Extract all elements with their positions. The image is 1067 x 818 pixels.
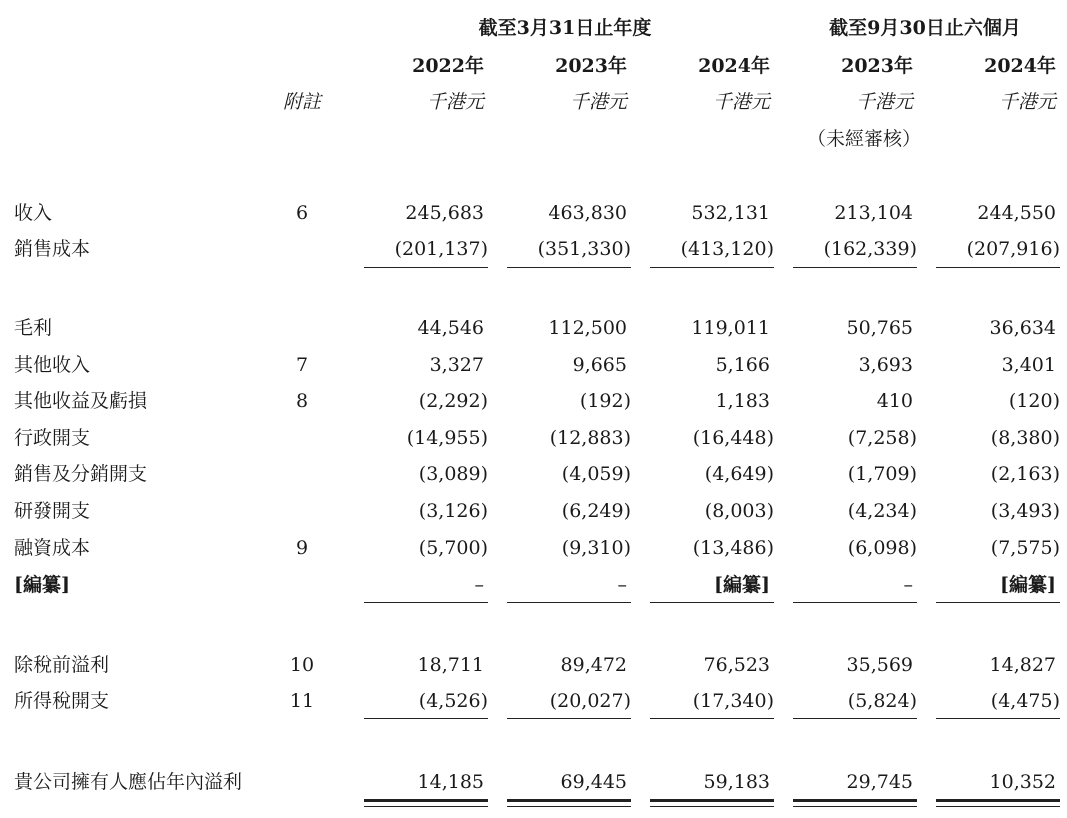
row-label-selling-distribution: 銷售及分銷開支 <box>14 463 148 485</box>
table-cell: 14,827 <box>989 654 1056 676</box>
total-rule-thin <box>936 806 1060 807</box>
table-cell: 89,472 <box>560 654 627 676</box>
table-cell: 213,104 <box>834 202 913 224</box>
row-label-other-gains-losses: 其他收益及虧損 <box>14 390 148 412</box>
table-cell: (162,339) <box>823 238 917 260</box>
table-cell: 9,665 <box>572 354 627 376</box>
table-cell: – <box>474 574 484 596</box>
table-cell: (4,234) <box>847 500 917 522</box>
table-cell: (5,824) <box>847 690 917 712</box>
row-label-profit-attributable: 貴公司擁有人應佔年內溢利 <box>14 771 243 793</box>
table-cell: (5,700) <box>418 537 488 559</box>
subtotal-rule <box>364 267 488 268</box>
table-cell: 112,500 <box>548 317 627 339</box>
table-cell: (6,098) <box>847 537 917 559</box>
table-cell: 3,401 <box>1001 354 1056 376</box>
table-cell: (3,493) <box>990 500 1060 522</box>
table-cell: (20,027) <box>549 690 631 712</box>
table-cell: (14,955) <box>406 427 488 449</box>
table-cell: (192) <box>579 390 631 412</box>
row-note-other-income: 7 <box>295 354 309 376</box>
total-rule-thin <box>364 806 488 807</box>
table-cell: 463,830 <box>548 202 627 224</box>
table-cell: (8,003) <box>704 500 774 522</box>
row-label-profit-before-tax: 除稅前溢利 <box>14 654 110 676</box>
table-cell: 3,693 <box>858 354 913 376</box>
year-header-4: 2023年 <box>841 55 913 77</box>
table-cell: (4,475) <box>990 690 1060 712</box>
total-rule-thick <box>793 799 917 802</box>
table-cell: 18,711 <box>417 654 484 676</box>
total-rule-thin <box>507 806 631 807</box>
table-cell: (1,709) <box>847 463 917 485</box>
table-cell: 29,745 <box>846 771 913 793</box>
subtotal-rule <box>507 718 631 719</box>
subtotal-rule <box>650 602 774 603</box>
table-cell: [編纂] <box>1000 574 1056 596</box>
total-rule-thick <box>650 799 774 802</box>
table-cell: – <box>903 574 913 596</box>
table-cell: (17,340) <box>692 690 774 712</box>
table-cell: – <box>617 574 627 596</box>
table-cell: 1,183 <box>715 390 770 412</box>
total-rule-thick <box>936 799 1060 802</box>
unit-header-2: 千港元 <box>569 91 627 113</box>
subtotal-rule <box>650 267 774 268</box>
subtotal-rule <box>507 267 631 268</box>
table-cell: (9,310) <box>561 537 631 559</box>
subtotal-rule <box>936 718 1060 719</box>
table-cell: (7,258) <box>847 427 917 449</box>
table-cell: (2,292) <box>418 390 488 412</box>
table-cell: (201,137) <box>394 238 488 260</box>
table-cell: 59,183 <box>703 771 770 793</box>
table-cell: 532,131 <box>691 202 770 224</box>
table-cell: (4,526) <box>418 690 488 712</box>
table-cell: (4,059) <box>561 463 631 485</box>
year-header-2: 2023年 <box>555 55 627 77</box>
row-note-other-gains-losses: 8 <box>295 390 309 412</box>
table-cell: 245,683 <box>405 202 484 224</box>
table-cell: (12,883) <box>549 427 631 449</box>
subtotal-rule <box>650 718 774 719</box>
table-cell: 3,327 <box>429 354 484 376</box>
subtotal-rule <box>364 718 488 719</box>
unit-header-5: 千港元 <box>998 91 1056 113</box>
total-rule-thick <box>364 799 488 802</box>
note-column-header: 附註 <box>282 91 321 113</box>
row-label-redacted: [編纂] <box>14 574 70 596</box>
table-cell: 410 <box>876 390 913 412</box>
unit-header-4: 千港元 <box>855 91 913 113</box>
unit-header-3: 千港元 <box>712 91 770 113</box>
table-cell: [編纂] <box>714 574 770 596</box>
total-rule-thin <box>793 806 917 807</box>
table-cell: (2,163) <box>990 463 1060 485</box>
year-header-3: 2024年 <box>698 55 770 77</box>
table-cell: (3,089) <box>418 463 488 485</box>
row-label-other-income: 其他收入 <box>14 354 91 376</box>
row-label-income-tax: 所得稅開支 <box>14 690 110 712</box>
row-label-finance-costs: 融資成本 <box>14 537 91 559</box>
subtotal-rule <box>936 267 1060 268</box>
subtotal-rule <box>793 602 917 603</box>
table-cell: (4,649) <box>704 463 774 485</box>
table-cell: 44,546 <box>417 317 484 339</box>
table-cell: (8,380) <box>990 427 1060 449</box>
row-label-cost-of-sales: 銷售成本 <box>14 238 91 260</box>
row-note-income-tax: 11 <box>289 690 315 712</box>
row-note-finance-costs: 9 <box>295 537 309 559</box>
row-label-admin-expenses: 行政開支 <box>14 427 91 449</box>
table-cell: 14,185 <box>417 771 484 793</box>
table-cell: 36,634 <box>989 317 1056 339</box>
table-cell: (6,249) <box>561 500 631 522</box>
subtotal-rule <box>507 602 631 603</box>
table-cell: 69,445 <box>560 771 627 793</box>
header-group-annual: 截至3月31日止年度 <box>478 17 652 39</box>
row-note-revenue: 6 <box>295 202 309 224</box>
table-cell: (413,120) <box>680 238 774 260</box>
subtotal-rule <box>936 602 1060 603</box>
table-cell: (3,126) <box>418 500 488 522</box>
table-cell: 76,523 <box>703 654 770 676</box>
subtotal-rule <box>793 718 917 719</box>
table-cell: 35,569 <box>846 654 913 676</box>
total-rule-thin <box>650 806 774 807</box>
table-cell: (207,916) <box>966 238 1060 260</box>
table-cell: 119,011 <box>691 317 770 339</box>
row-label-revenue: 收入 <box>14 202 53 224</box>
table-cell: 50,765 <box>846 317 913 339</box>
row-label-gross-profit: 毛利 <box>14 317 53 339</box>
table-cell: 244,550 <box>977 202 1056 224</box>
year-header-1: 2022年 <box>412 55 484 77</box>
table-cell: (120) <box>1008 390 1060 412</box>
table-cell: (16,448) <box>692 427 774 449</box>
subtotal-rule <box>793 267 917 268</box>
table-cell: (7,575) <box>990 537 1060 559</box>
unaudited-note: （未經審核） <box>806 128 921 150</box>
year-header-5: 2024年 <box>984 55 1056 77</box>
row-note-profit-before-tax: 10 <box>289 654 315 676</box>
table-cell: (13,486) <box>692 537 774 559</box>
total-rule-thick <box>507 799 631 802</box>
header-group-interim: 截至9月30日止六個月 <box>829 17 1021 39</box>
table-cell: 5,166 <box>715 354 770 376</box>
table-cell: 10,352 <box>989 771 1056 793</box>
unit-header-1: 千港元 <box>426 91 484 113</box>
subtotal-rule <box>364 602 488 603</box>
table-cell: (351,330) <box>537 238 631 260</box>
row-label-rnd-expenses: 研發開支 <box>14 500 91 522</box>
